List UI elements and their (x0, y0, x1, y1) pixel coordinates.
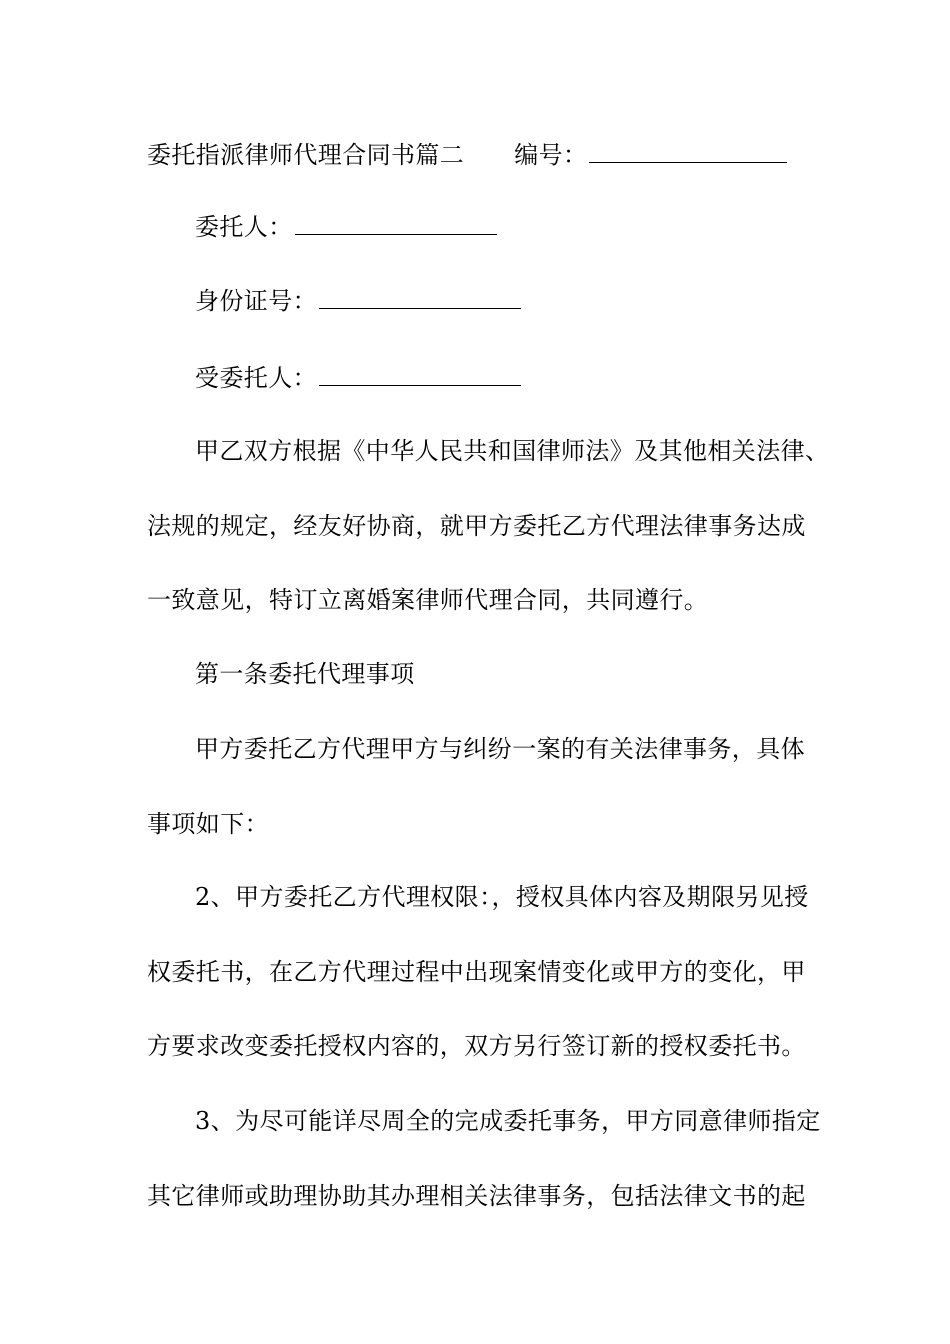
item-2-line-3: 方要求改变委托授权内容的，双方另行签订新的授权委托书。 (147, 1032, 806, 1060)
article-1-line-1: 甲方委托乙方代理甲方与纠纷一案的有关法律事务，具体 (195, 735, 805, 763)
article-1-heading: 第一条委托代理事项 (195, 660, 415, 688)
item-2-line-2: 权委托书，在乙方代理过程中出现案情变化或甲方的变化，甲 (147, 958, 806, 986)
id-blank (319, 288, 521, 309)
intro-line-1: 甲乙双方根据《中华人民共和国律师法》及其他相关法律、 (195, 437, 830, 465)
number-blank (589, 142, 787, 163)
agent-field (195, 362, 521, 394)
item-2-line-1: 2、甲方委托乙方代理权限：，授权具体内容及期限另见授 (195, 883, 809, 911)
title-line (147, 139, 787, 171)
client-label: 委托人： (195, 213, 293, 241)
item-3-line-2: 其它律师或助理协助其办理相关法律事务，包括法律文书的起 (147, 1182, 806, 1210)
client-field (195, 211, 497, 243)
item-3-line-1: 3、为尽可能详尽周全的完成委托事务，甲方同意律师指定 (195, 1107, 821, 1135)
agent-label: 受委托人： (195, 364, 317, 392)
client-blank (295, 214, 497, 235)
intro-line-3: 一致意见，特订立离婚案律师代理合同，共同遵行。 (147, 586, 709, 614)
id-label: 身份证号： (195, 287, 317, 315)
number-label: 编号： (514, 141, 588, 169)
agent-blank (319, 365, 521, 386)
document-title: 委托指派律师代理合同书篇二 (147, 141, 465, 169)
article-1-line-2: 事项如下： (147, 810, 269, 838)
id-field (195, 285, 521, 317)
intro-line-2: 法规的规定，经友好协商，就甲方委托乙方代理法律事务达成 (147, 512, 806, 540)
